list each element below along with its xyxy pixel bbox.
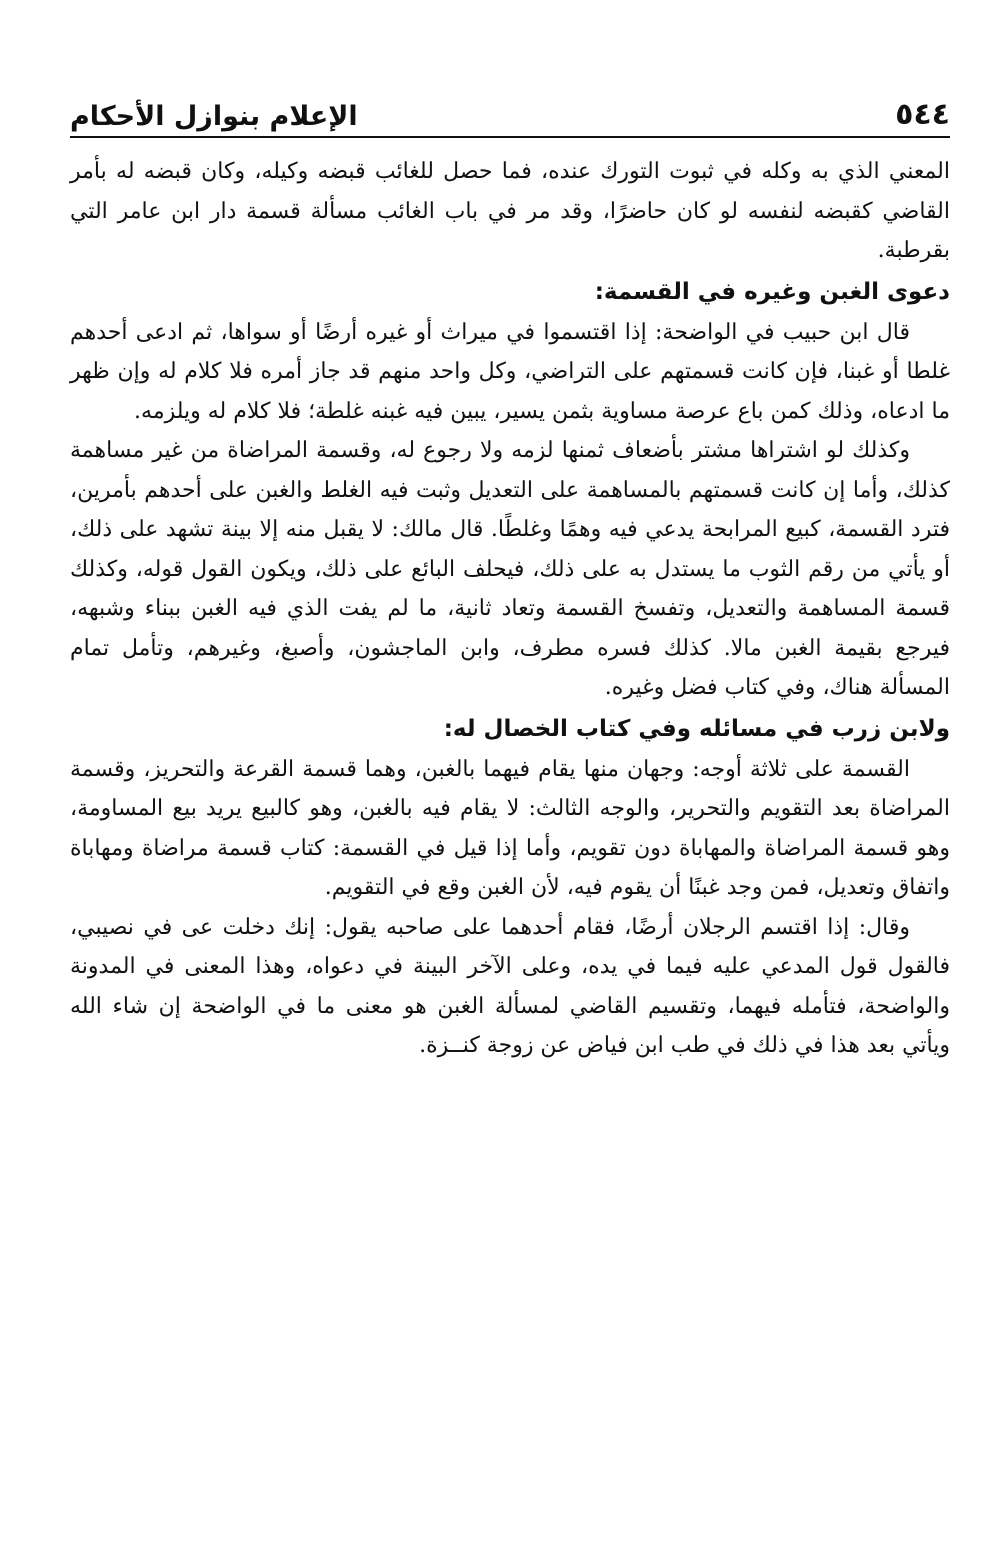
section-heading: ولابن زرب في مسائله وفي كتاب الخصال له: xyxy=(443,715,950,742)
paragraph: القسمة على ثلاثة أوجه: وجهان منها يقام فيهما بالغبن، وهما قسمة القرعة والتحريز، وقسمة المراضاة بعد التقويم والتحرير، والوجه الثالث: لا يقام فيه بالغبن، وهو كالبيع يريد بيع المساومة، وهو قسمة المراضاة والمهاباة دون تقويم، وأما إذا قيل في القسمة: كتاب قسمة مراضاة ومهاباة واتفاق وتعديل، فمن وجد غبنًا أن يقوم فيه، لأن الغبن وقع في التقويم. xyxy=(70,756,950,900)
paragraph: قال ابن حبيب في الواضحة: إذا اقتسموا في ميراث أو غيره أرضًا أو سواها، ثم ادعى أحدهم غلطا أو غبنا، فإن كانت قسمتهم على التراضي، وكل واحد منهم قد جاز أمره فلا كلام له وإن ظهر ما ادعاه، وذلك كمن باع عرصة مساوية بثمن يسير، يبين فيه غبنه غلطة؛ فلا كلام له ويلزمه. xyxy=(70,319,950,424)
page-number: ٥٤٤ xyxy=(895,97,950,132)
paragraph: المعني الذي به وكله في ثبوت التورك عنده، فما حصل للغائب قبضه وكيله، وكان قبضه له بأمر القاضي كقبضه لنفسه لو كان حاضرًا، وقد مر في باب الغائب مسألة قسمة دار ابن عامر التي بقرطبة. xyxy=(70,159,950,263)
book-page xyxy=(70,86,950,1506)
page-header xyxy=(70,86,950,138)
paragraph: وقال: إذا اقتسم الرجلان أرضًا، فقام أحدهما على صاحبه يقول: إنك دخلت عى في نصيبي، فالقول قول المدعي عليه فيما في يده، وعلى الآخر البينة في دعواه، وهذا المعنى في المدونة والواضحة، فتأمله فيهما، وتقسيم القاضي لمسألة الغبن هو معنى ما في الواضحة إن شاء الله ويأتي بعد هذا في ذلك في طب ابن فياض عن زوجة كنــزة. xyxy=(70,914,950,1058)
paragraph: وكذلك لو اشتراها مشتر بأضعاف ثمنها لزمه ولا رجوع له، وقسمة المراضاة من غير مساهمة كذلك، وأما إن كانت قسمتهم بالمساهمة على التعديل وثبت فيه الغلط والغبن على أحدهم بأمرين، فترد القسمة، كبيع المرابحة يدعي فيه وهمًا وغلطًا. قال مالك: لا يقبل منه إلا بينة تشهد على ذلك، أو يأتي من رقم الثوب ما يستدل به على ذلك، فيحلف البائع على ذلك، ويكون القول قوله، وكذلك قسمة المساهمة والتعديل، وتفسخ القسمة وتعاد ثانية، ما لم يفت الذي فيه الغبن ببناء وشبهه، فيرجع بقيمة الغبن مالا. كذلك فسره مطرف، وابن الماجشون، وأصبغ، وغيرهم، وتأمل تمام المسألة هناك، وفي كتاب فضل وغيره. xyxy=(70,438,950,700)
page-body xyxy=(70,152,950,1066)
section-heading: دعوى الغبن وغيره في القسمة: xyxy=(594,278,950,305)
running-title: الإعلام بنوازل الأحكام xyxy=(70,101,358,132)
